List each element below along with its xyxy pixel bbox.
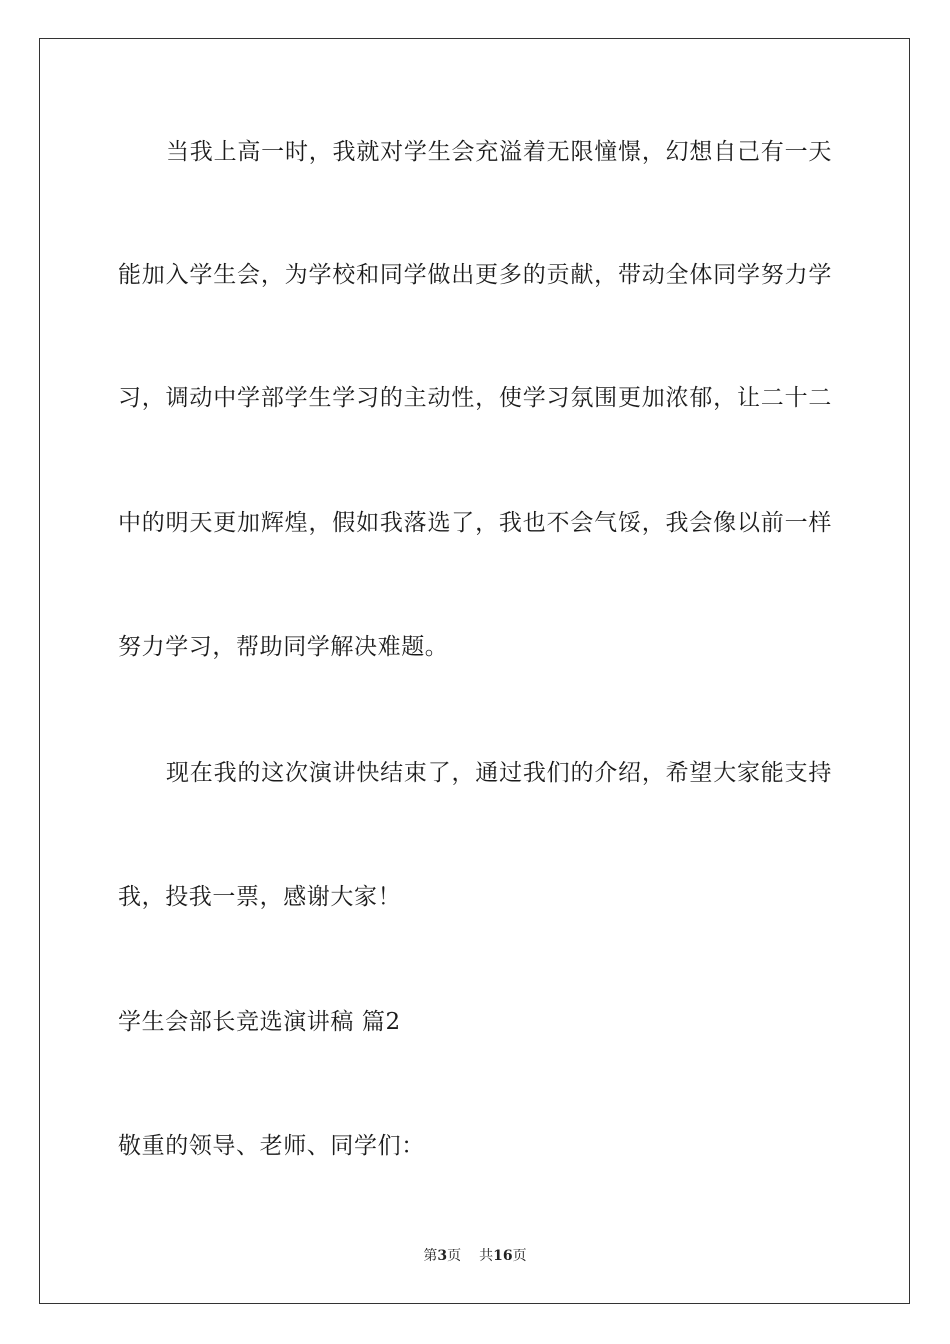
footer-total-pages: 16: [493, 1248, 513, 1264]
footer-page-suffix: 页: [447, 1248, 462, 1264]
footer-total-suffix: 页: [512, 1248, 527, 1264]
paragraph-1-line-2: 能加入学生会，为学校和同学做出更多的贡献，带动全体同学努力学: [118, 262, 832, 288]
section-heading: 学生会部长竞选演讲稿 篇2: [118, 1009, 401, 1035]
paragraph-1-line-5: 努力学习，帮助同学解决难题。: [118, 634, 449, 660]
paragraph-1-line-4: 中的明天更加辉煌，假如我落选了，我也不会气馁，我会像以前一样: [118, 510, 832, 536]
footer-page-number: 3: [437, 1248, 448, 1264]
footer-page-prefix: 第: [423, 1248, 438, 1264]
paragraph-2-line-2: 我，投我一票，感谢大家！: [118, 884, 402, 910]
paragraph-2-line-1: 现在我的这次演讲快结束了，通过我们的介绍，希望大家能支持: [166, 760, 832, 786]
page-border: [39, 38, 910, 1304]
footer-total-prefix: 共: [479, 1248, 494, 1264]
paragraph-1-line-3: 习，调动中学部学生学习的主动性，使学习氛围更加浓郁，让二十二: [118, 385, 832, 411]
paragraph-1-line-1: 当我上高一时，我就对学生会充溢着无限憧憬，幻想自己有一天: [166, 139, 832, 165]
page-footer: [0, 1246, 950, 1266]
salutation: 敬重的领导、老师、同学们：: [118, 1133, 425, 1159]
